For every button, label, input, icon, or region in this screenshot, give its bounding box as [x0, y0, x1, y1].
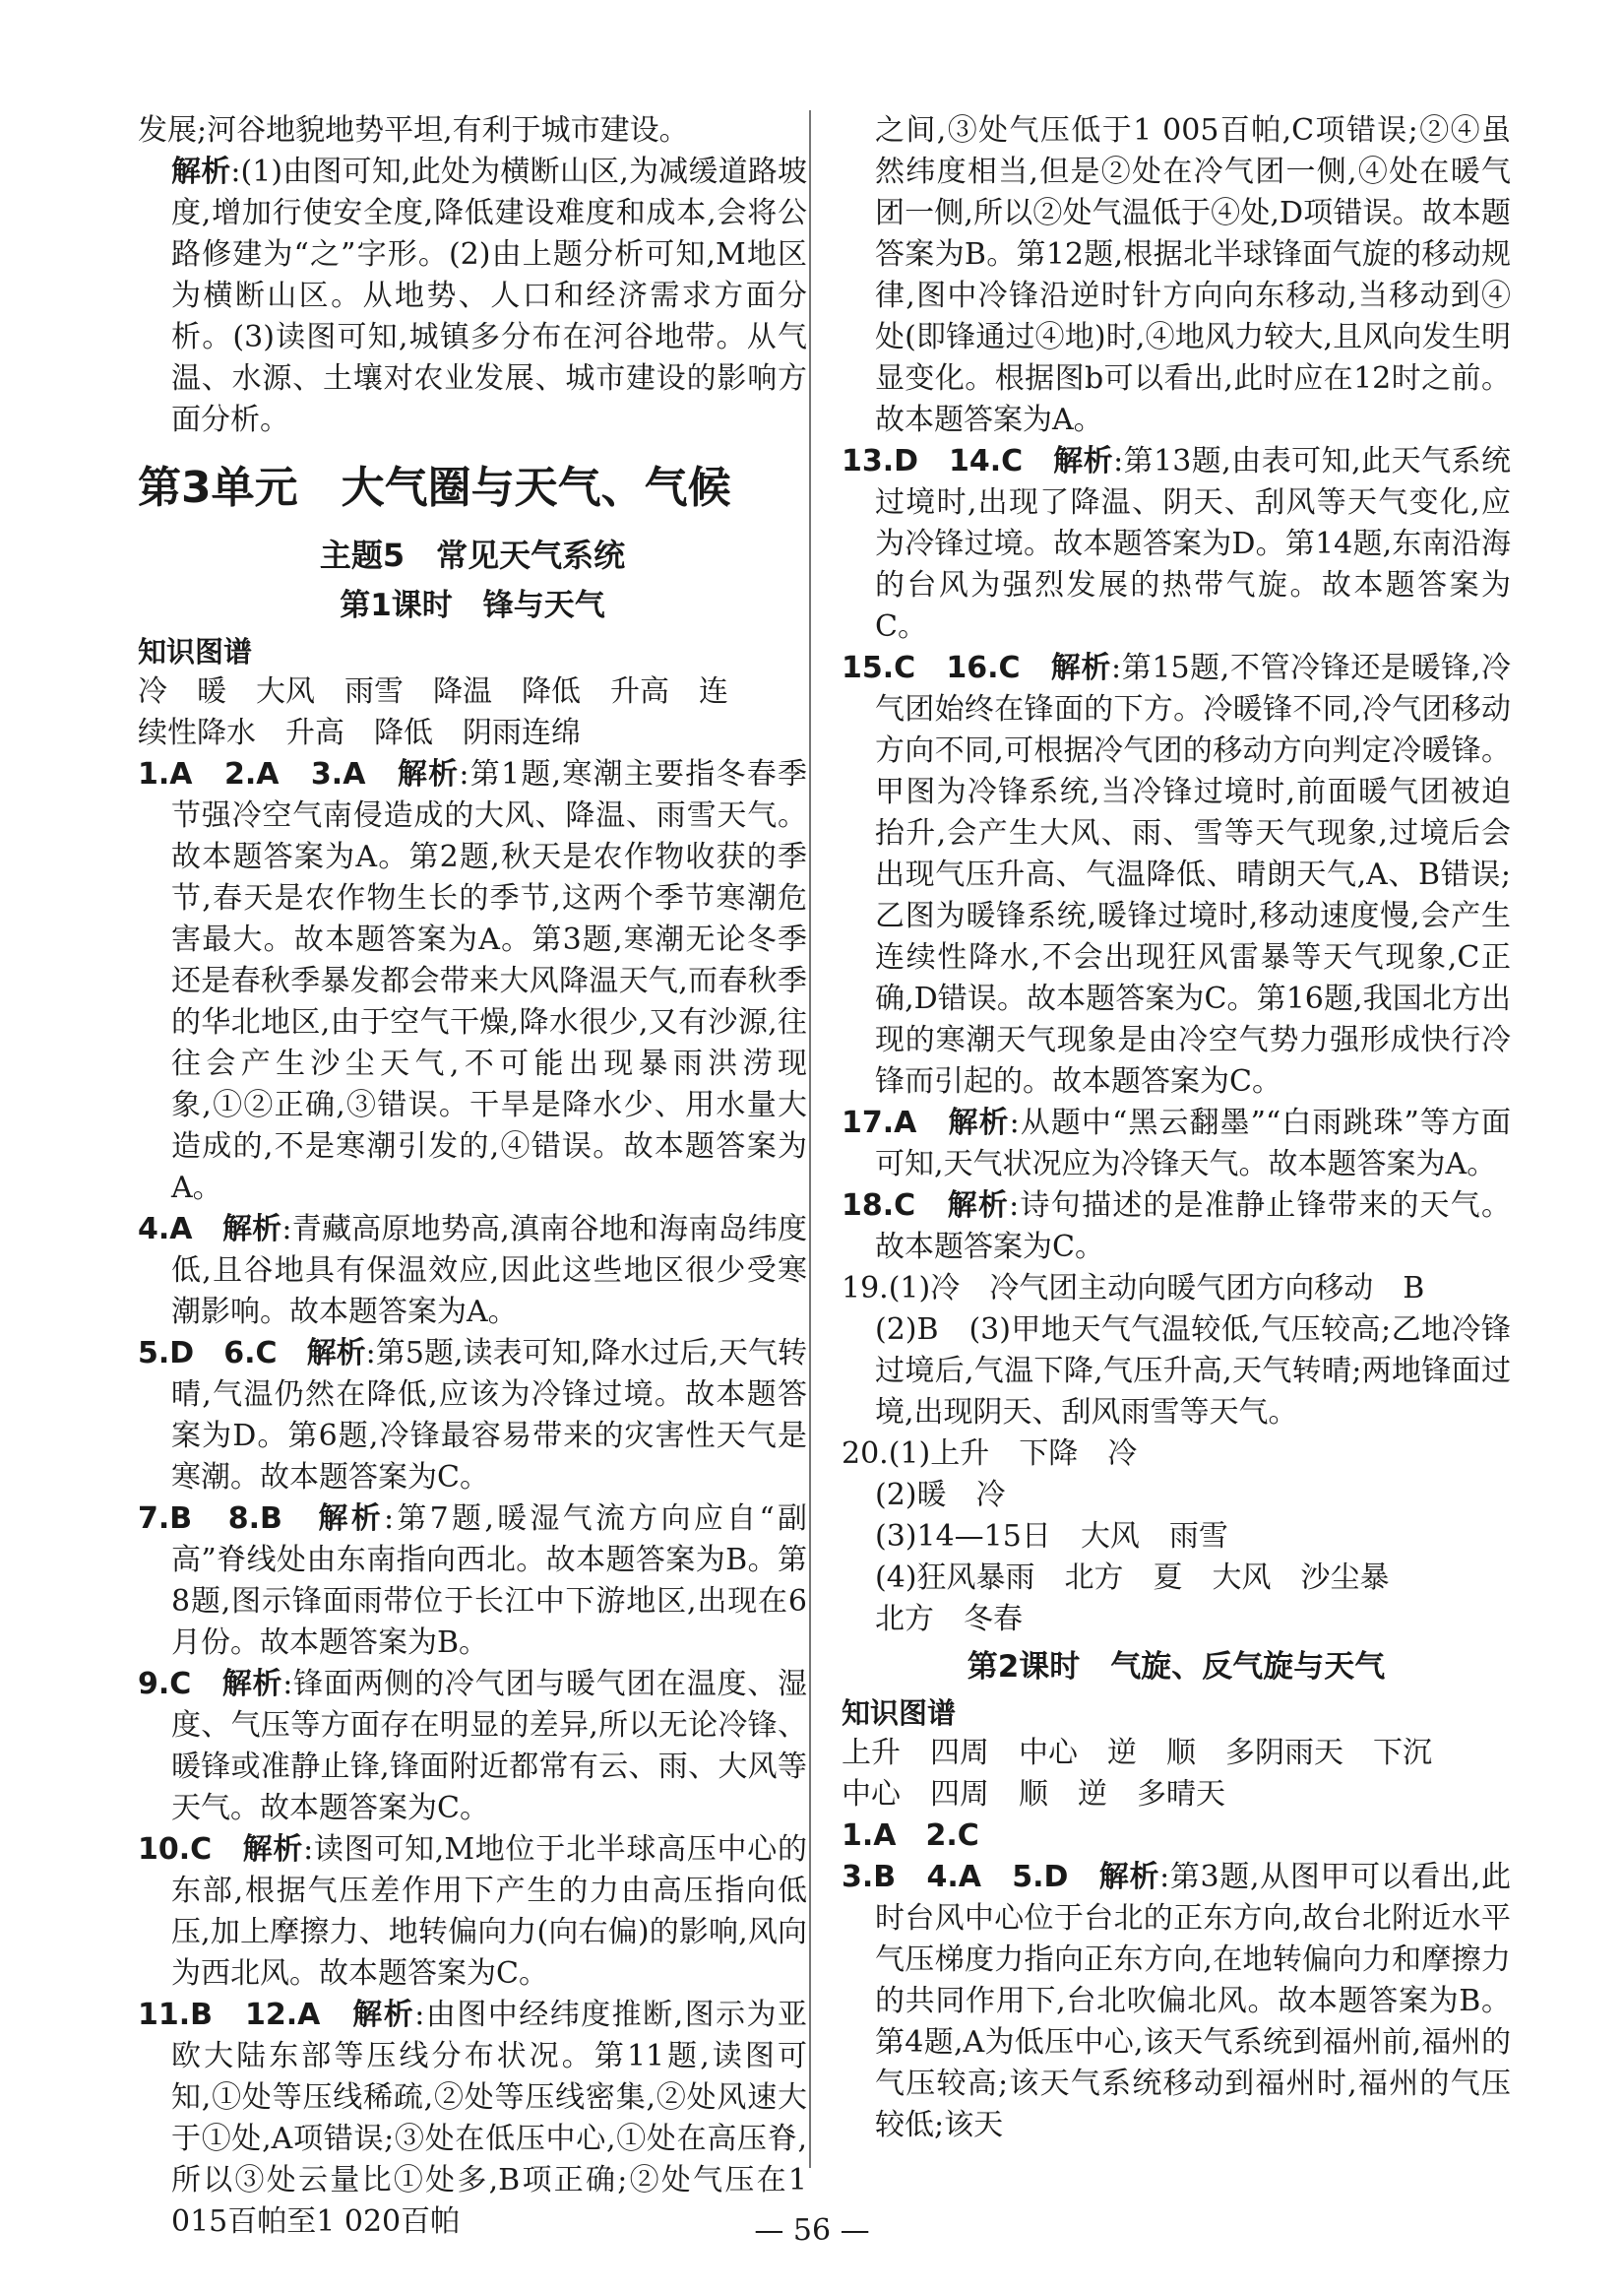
answer-item: [138, 1209, 807, 1333]
knowledge-label: 知识图谱: [842, 1696, 957, 1730]
lesson2-title: 第2课时 气旋、反气旋与天气: [967, 1649, 1386, 1685]
analysis-text: :由图中经纬度推断,图示为亚欧大陆东部等压线分布状况。第11题,读图可知,①处等压线稀疏,②处等压线密集,②处风速大于①处,A项错误;③处在低压中心,①处在高压脊,所以③处云量比①处多,B项正确;②处气压在1 015百帕至1 020百帕: [171, 1998, 808, 2239]
answer-item: [138, 754, 807, 1209]
answer-q19-line1: 19.(1)冷 冷气团主动向暖气团方向移动 B: [842, 1271, 1425, 1305]
knowledge-line: 中心 四周 顺 逆 多晴天: [842, 1777, 1225, 1812]
answer-line: 1.A 2.C: [842, 1818, 979, 1853]
answer-item: [138, 1333, 807, 1498]
analysis-text: :从题中“黑云翻墨”“白雨跳珠”等方面可知,天气状况应为冷锋天气。故本题答案为A。: [875, 1106, 1512, 1181]
analysis-label: 解析: [221, 1212, 282, 1246]
analysis-text: :青藏高原地势高,滇南谷地和海南岛纬度低,且谷地具有保温效应,因此这些地区很少受寒潮影响。故本题答案为A。: [171, 1212, 808, 1329]
analysis-text: :读图可知,M地位于北半球高压中心的东部,根据气压差作用下产生的力由高压指向低压,加上摩擦力、地转偏向力(向右偏)的影响,风向为西北风。故本题答案为C。: [171, 1832, 808, 1991]
answer-number: 18.C: [842, 1188, 916, 1223]
column-divider: [809, 110, 811, 2168]
intro-line: 发展;河谷地貌地势平坦,有利于城市建设。: [138, 113, 689, 148]
answer-item: [138, 1664, 807, 1829]
answer-item: [138, 1498, 807, 1664]
analysis-label: 解析: [1050, 651, 1112, 685]
analysis-text: :锋面两侧的冷气团与暖气团在温度、湿度、气压等方面存在明显的差异,所以无论冷锋、暖锋或准静止锋,锋面附近都常有云、雨、大风等天气。故本题答案为C。: [171, 1667, 808, 1825]
answer-number: 3.B 4.A 5.D: [842, 1860, 1069, 1894]
analysis-text: :第1题,寒潮主要指冬春季节强冷空气南侵造成的大风、降温、雨雪天气。故本题答案为A。第2题,秋天是农作物收获的季节,春天是农作物生长的季节,这两个季节寒潮危害最大。故本题答案为A。第3题,寒潮无论冬季还是春秋季暴发都会带来大风降温天气,而春秋季的华北地区,由于空气干燥,降水很少,又有沙源,往往会产生沙尘天气,不可能出现暴雨洪涝现象,①②正确,③错误。干旱是降水少、用水量大造成的,不是寒潮引发的,④错误。故本题答案为A。: [171, 757, 808, 1205]
answer-number: 7.B 8.B: [138, 1501, 282, 1536]
answer-number: 11.B 12.A: [138, 1998, 321, 2032]
answer-item: [138, 1829, 807, 1995]
left-column: [138, 110, 807, 2243]
answer-item: [842, 441, 1511, 648]
answer-number: 4.A: [138, 1212, 193, 1246]
analysis-label: 解析: [318, 1501, 384, 1536]
analysis-label: 解析: [948, 1106, 1010, 1140]
knowledge-line: 续性降水 升高 降低 阴雨连绵: [138, 716, 581, 750]
answer-item: [842, 1103, 1511, 1185]
analysis-label: 解析: [397, 757, 460, 792]
analysis-label: 解析: [1053, 444, 1114, 478]
analysis-text: :第15题,不管冷锋还是暖锋,冷气团始终在锋面的下方。冷暖锋不同,冷气团移动方向不同,可根据冷气团的移动方向判定冷暖锋。甲图为冷锋系统,当冷锋过境时,前面暖气团被迫抬升,会产生大风、雨、雪等天气现象,过境后会出现气压升高、气温降低、晴朗天气,A、B错误;乙图为暖锋系统,暖锋过境时,移动速度慢,会产生连续性降水,不会出现狂风雷暴等天气现象,C正确,D错误。故本题答案为C。第16题,我国北方出现的寒潮天气现象是由冷空气势力强形成快行冷锋而引起的。故本题答案为C。: [875, 651, 1512, 1099]
intro-analysis: [138, 152, 807, 441]
analysis-label: 解析: [1098, 1860, 1160, 1894]
analysis-label: 解析: [306, 1336, 366, 1370]
answer-item: [842, 648, 1511, 1103]
unit-title: 第3单元 大气圈与天气、气候: [138, 463, 731, 513]
page-number: — 56 —: [754, 2213, 870, 2248]
answer-number: 5.D 6.C: [138, 1336, 278, 1370]
knowledge-line: 上升 四周 中心 逆 顺 多阴雨天 下沉: [842, 1736, 1432, 1770]
analysis-text: :第7题,暖湿气流方向应自“副高”脊线处由东南指向西北。故本题答案为B。第8题,图示锋面雨带位于长江中下游地区,出现在6月份。故本题答案为B。: [171, 1501, 808, 1660]
answer-number: 17.A: [842, 1106, 917, 1140]
theme-title: 主题5 常见天气系统: [319, 537, 626, 574]
answer-number: 15.C 16.C: [842, 651, 1021, 685]
answer-item: [138, 1995, 807, 2243]
knowledge-label: 知识图谱: [138, 635, 253, 668]
answer-number: 10.C: [138, 1832, 213, 1867]
analysis-text: :第3题,从图甲可以看出,此时台风中心位于台北的正东方向,故台北附近水平气压梯度力指向正东方向,在地转偏向力和摩擦力的共同作用下,台北吹偏北风。故本题答案为B。第4题,A为低压中心,该天气系统到福州前,福州的气压较高;该天气系统移动到福州时,福州的气压较低;该天: [875, 1860, 1511, 2142]
analysis-label: 解析: [242, 1832, 304, 1867]
answer-q20-line3: (3)14—15日 大风 雨雪: [875, 1519, 1228, 1554]
analysis-text: :第5题,读表可知,降水过后,天气转晴,气温仍然在降低,应该为冷锋过境。故本题答案为D。第6题,冷锋最容易带来的灾害性天气是寒潮。故本题答案为C。: [171, 1336, 807, 1495]
analysis-label: 解析: [221, 1667, 283, 1701]
analysis-label: 解析: [171, 155, 231, 189]
analysis-text: :诗句描述的是准静止锋带来的天气。故本题答案为C。: [875, 1188, 1512, 1264]
answer-q20-line1: 20.(1)上升 下降 冷: [842, 1436, 1138, 1471]
analysis-text: :第13题,由表可知,此天气系统过境时,出现了降温、阴天、刮风等天气变化,应为冷锋过境。故本题答案为D。第14题,东南沿海的台风为强烈发展的热带气旋。故本题答案为C。: [875, 444, 1512, 644]
right-column: [842, 110, 1511, 2146]
answer-q19-line2: (2)B (3)甲地天气气温较低,气压较高;乙地冷锋过境后,气温下降,气压升高,天气转晴;两地锋面过境,出现阴天、刮风雨雪等天气。: [875, 1312, 1511, 1430]
answer-q20-line2: (2)暖 冷: [875, 1478, 1006, 1512]
knowledge-line: 冷 暖 大风 雨雪 降温 降低 升高 连: [138, 674, 728, 709]
answer-item: [842, 1857, 1511, 2146]
answer-item: [842, 1185, 1511, 1268]
analysis-label: 解析: [352, 1998, 415, 2032]
lesson-title: 第1课时 锋与天气: [340, 588, 605, 623]
answer-q20-line4: (4)狂风暴雨 北方 夏 大风 沙尘暴: [875, 1560, 1390, 1595]
analysis-text: :(1)由图可知,此处为横断山区,为减缓道路坡度,增加行使安全度,降低建设难度和成本,会将公路修建为“之”字形。(2)由上题分析可知,M地区为横断山区。从地势、人口和经济需求方面分析。(3)读图可知,城镇多分布在河谷地带。从气温、水源、土壤对农业发展、城市建设的影响方面分析。: [171, 155, 807, 437]
answer-number: 13.D 14.C: [842, 444, 1024, 478]
continued-text: 之间,③处气压低于1 005百帕,C项错误;②④虽然纬度相当,但是②处在冷气团一侧,④处在暖气团一侧,所以②处气温低于④处,D项错误。故本题答案为B。第12题,根据北半球锋面气旋的移动规律,图中冷锋沿逆时针方向向东移动,当移动到④处(即锋通过④地)时,④地风力较大,且风向发生明显变化。根据图b可以看出,此时应在12时之前。故本题答案为A。: [875, 113, 1511, 437]
answer-q20-line5: 北方 冬春: [875, 1602, 1023, 1636]
answer-number: 1.A 2.A 3.A: [138, 757, 366, 792]
analysis-label: 解析: [947, 1188, 1010, 1223]
answer-number: 9.C: [138, 1667, 192, 1701]
